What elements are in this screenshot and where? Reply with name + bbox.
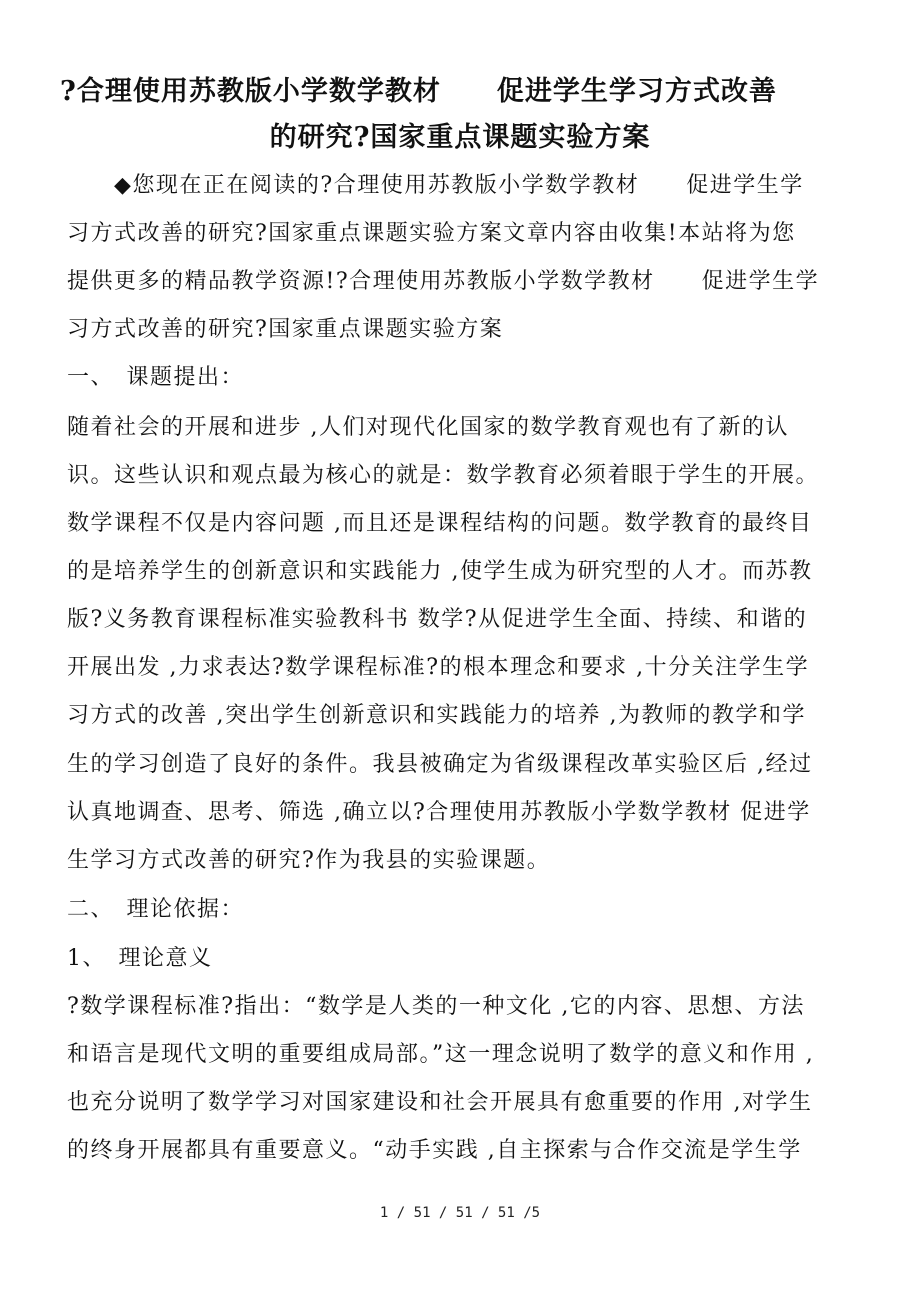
- body-line-15: 生学习方式改善的研究?作为我县的实验课题。: [67, 848, 551, 873]
- body-line-20: 也充分说明了数学学习对国家建设和社会开展具有愈重要的作用 ,对学生: [67, 1090, 813, 1115]
- section-heading-1: 一、 课题提出：: [67, 365, 245, 390]
- body-line-21: 的终身开展都具有重要意义。“动手实践 ,自主探索与合作交流是学生学: [67, 1138, 802, 1163]
- body-line-10: 版?义务教育课程标准实验教科书 数学?从促进学生全面、持续、和谐的: [67, 607, 808, 632]
- page-number-footer: 1 / 51 / 51 / 51 /5: [379, 1205, 541, 1221]
- body-line-11: 开展出发 ,力求表达?数学课程标准?的根本理念和要求 ,十分关注学生学: [67, 655, 810, 680]
- body-line-14: 认真地调查、思考、筛选 ,确立以?合理使用苏教版小学数学教材 促进学: [67, 800, 811, 825]
- body-line-2: 习方式改善的研究?国家重点课题实验方案文章内容由收集!本站将为您: [67, 221, 796, 246]
- body-line-18: ?数学课程标准?指出：“数学是人类的一种文化 ,它的内容、思想、方法: [67, 994, 805, 1019]
- body-line-8: 数学课程不仅是内容问题 ,而且还是课程结构的问题。数学教育的最终目: [67, 511, 813, 536]
- body-line-9: 的是培养学生的创新意识和实践能力 ,使学生成为研究型的人才。而苏教: [67, 559, 813, 584]
- body-line-19: 和语言是现代文明的重要组成局部。”这一理念说明了数学的意义和作用 ,: [67, 1042, 815, 1067]
- body-line-12: 习方式的改善 ,突出学生创新意识和实践能力的培养 ,为教师的教学和学: [67, 703, 806, 728]
- document-title-line-1: ?合理使用苏教版小学数学教材 促进学生学习方式改善: [60, 76, 777, 107]
- section-heading-2: 二、 理论依据：: [67, 897, 245, 922]
- subsection-heading-1: 1、 理论意义: [67, 946, 213, 971]
- body-line-1: ◆您现在正在阅读的?合理使用苏教版小学数学教材 促进学生学: [67, 173, 804, 198]
- body-line-3: 提供更多的精品教学资源!?合理使用苏教版小学数学教材 促进学生学: [67, 269, 820, 294]
- body-line-4: 习方式改善的研究?国家重点课题实验方案: [67, 317, 504, 342]
- body-line-13: 生的学习创造了良好的条件。我县被确定为省级课程改革实验区后 ,经过: [67, 752, 813, 777]
- body-line-6: 随着社会的开展和进步 ,人们对现代化国家的数学教育观也有了新的认: [67, 415, 789, 440]
- body-line-7: 识。这些认识和观点最为核心的就是：数学教育必须着眼于学生的开展。: [67, 463, 820, 488]
- document-title-line-2: 的研究?国家重点课题实验方案: [269, 122, 651, 153]
